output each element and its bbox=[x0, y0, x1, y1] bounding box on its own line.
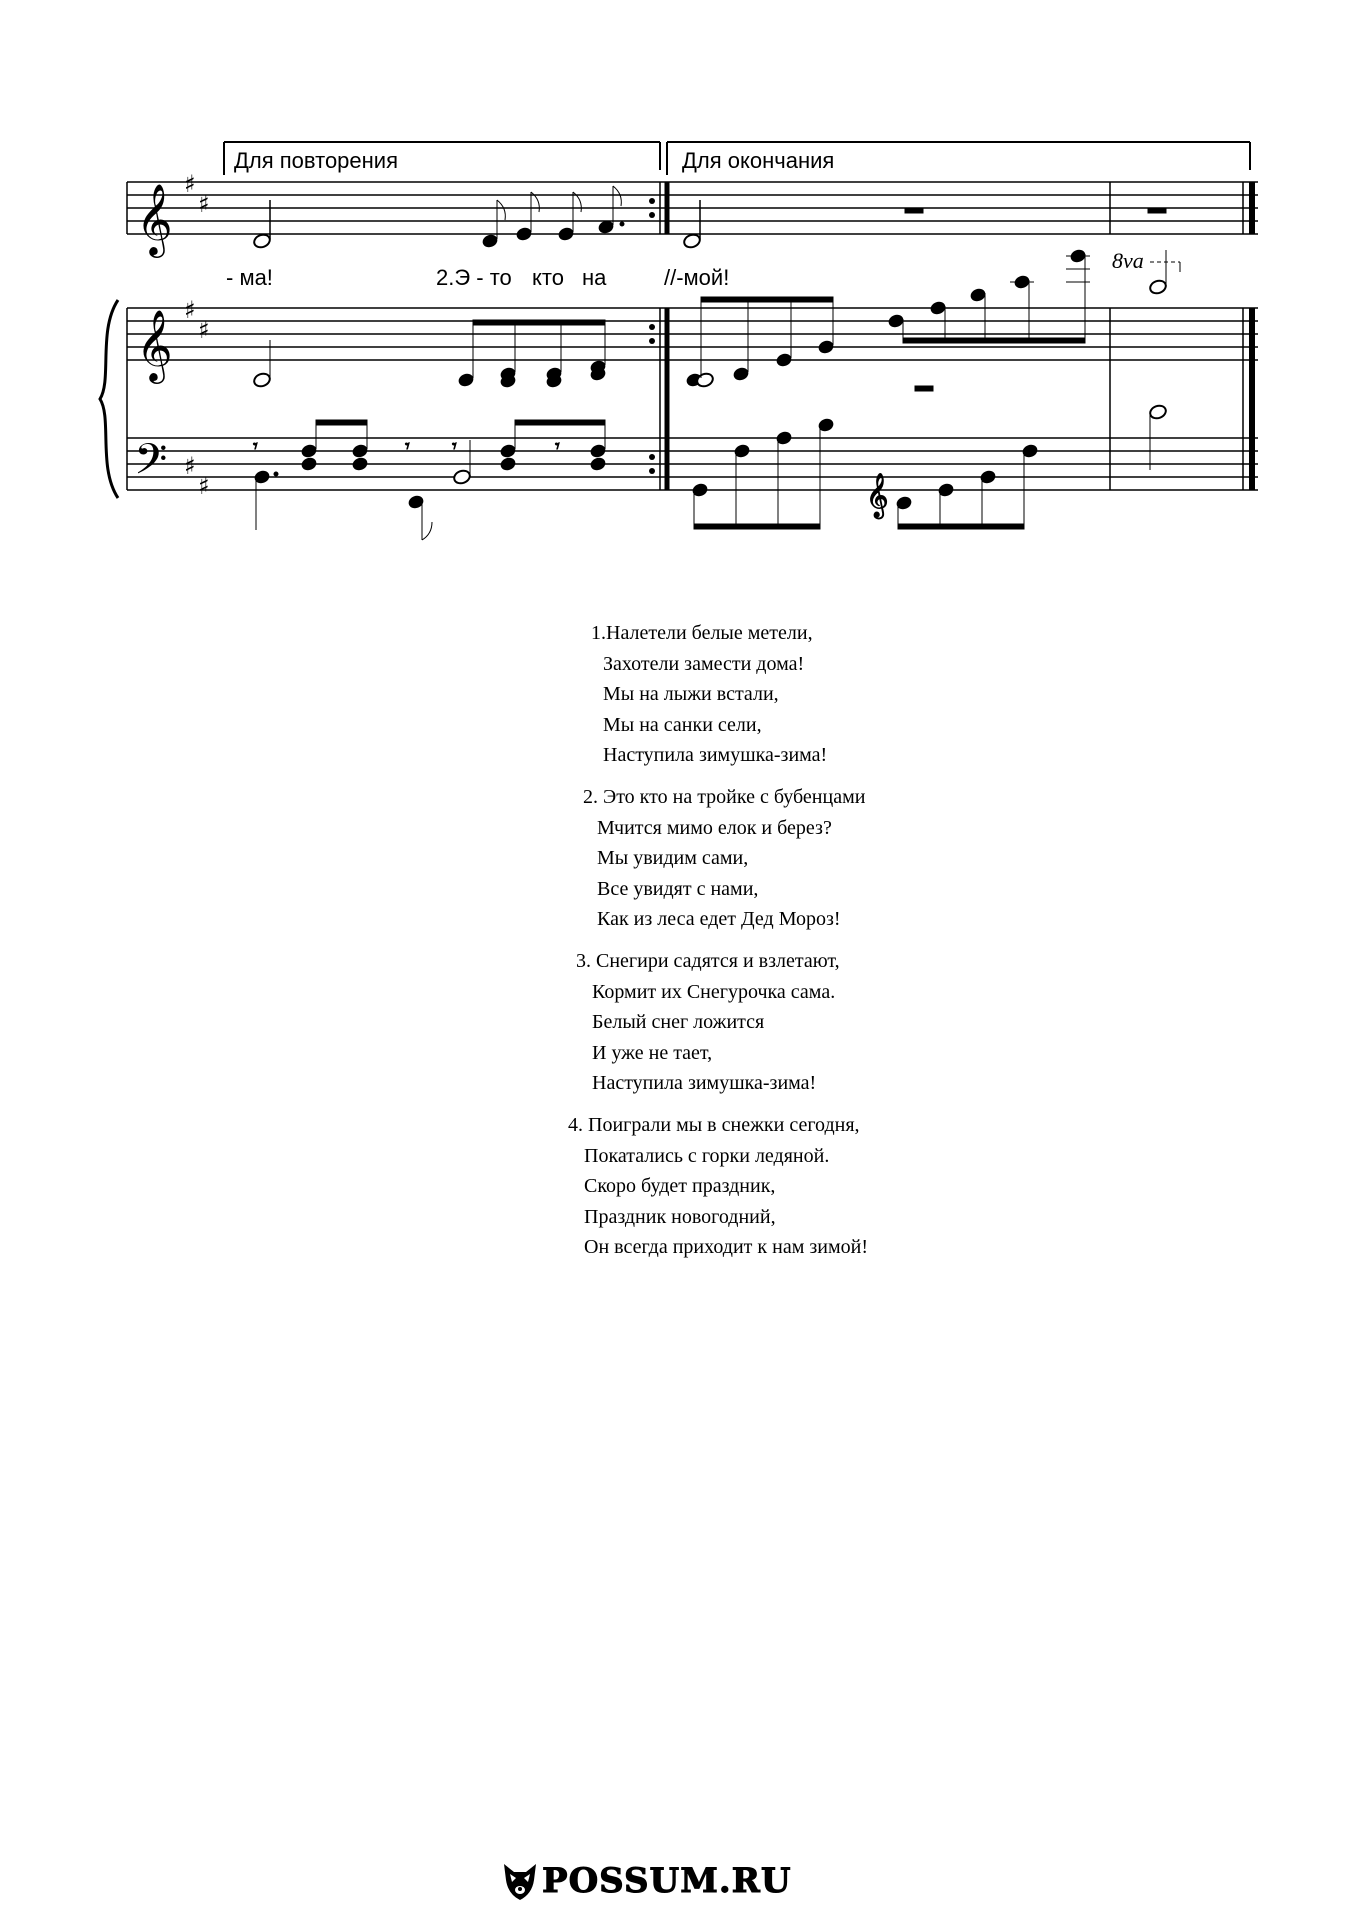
svg-text:♯: ♯ bbox=[198, 316, 210, 344]
verse-4 bbox=[568, 1110, 868, 1263]
verse-line: 3. Снегири садятся и взлетают, bbox=[576, 950, 840, 972]
svg-text:𝄾: 𝄾 bbox=[405, 436, 410, 457]
svg-text:♯: ♯ bbox=[198, 472, 210, 500]
verse-2 bbox=[583, 782, 865, 935]
lyric-syllable: 2.Э - то bbox=[436, 265, 512, 290]
piano-bass-staff bbox=[127, 438, 1258, 490]
verse-line: Мы увидим сами, bbox=[597, 847, 749, 869]
verse-line: Он всегда приходит к нам зимой! bbox=[584, 1236, 868, 1258]
piano-brace bbox=[100, 300, 118, 498]
svg-text:♯: ♯ bbox=[198, 190, 210, 218]
lyric-syllable: - ма! bbox=[226, 265, 273, 290]
repeat-barline bbox=[660, 182, 667, 490]
verse-1 bbox=[591, 618, 827, 771]
verse-line: И уже не тает, bbox=[592, 1041, 713, 1064]
verse-line: Наступила зимушка-зима! bbox=[592, 1072, 817, 1094]
voice-staff bbox=[127, 182, 1258, 234]
possum-logo-icon bbox=[498, 1860, 542, 1902]
piano-treble-staff bbox=[127, 308, 1258, 360]
lyric-syllable: //-мой! bbox=[664, 265, 730, 290]
final-barline bbox=[1243, 182, 1252, 490]
music-score bbox=[0, 0, 1357, 560]
verse-line: Белый снег ложится bbox=[592, 1011, 765, 1033]
treble-clef-icon: 𝄞 bbox=[136, 182, 173, 255]
svg-text:𝄾: 𝄾 bbox=[253, 436, 258, 457]
verse-line: Захотели замести дома! bbox=[603, 652, 805, 675]
verse-line: Все увидят с нами, bbox=[597, 877, 759, 900]
verse-line: Покатались с горки ледяной. bbox=[584, 1144, 830, 1167]
lyric-syllable: на bbox=[582, 265, 607, 290]
volta-1-label: Для повторения bbox=[234, 148, 399, 173]
verse-line: 2. Это кто на тройке с бубенцами bbox=[583, 786, 866, 808]
site-logo-text: POSSUM.RU bbox=[542, 1861, 792, 1901]
svg-text:♯: ♯ bbox=[184, 296, 196, 324]
volta-2-label: Для окончания bbox=[682, 148, 835, 173]
verse-line: 1.Налетели белые метели, bbox=[591, 622, 813, 644]
lyric-syllable: кто bbox=[532, 265, 564, 290]
svg-text:𝄞: 𝄞 bbox=[866, 473, 889, 517]
verse-line: Мчится мимо елок и берез? bbox=[597, 816, 832, 839]
verse-line: Наступила зимушка-зима! bbox=[603, 744, 828, 766]
treble-clef-icon: 𝄞 bbox=[136, 308, 173, 381]
verse-line: Мы на лыжи встали, bbox=[603, 683, 779, 705]
svg-text:𝄾: 𝄾 bbox=[555, 436, 560, 457]
site-logo bbox=[498, 1860, 792, 1902]
verse-line: 4. Поиграли мы в снежки сегодня, bbox=[568, 1114, 860, 1136]
svg-text:𝄾: 𝄾 bbox=[452, 436, 457, 457]
svg-text:♯: ♯ bbox=[184, 452, 196, 480]
verse-line: Скоро будет праздник, bbox=[584, 1175, 776, 1197]
bass-clef-icon: 𝄢 bbox=[134, 435, 168, 495]
verse-line: Мы на санки сели, bbox=[603, 713, 762, 736]
verse-line: Кормит их Снегурочка сама. bbox=[592, 980, 836, 1003]
svg-text:♯: ♯ bbox=[184, 170, 196, 198]
ottava-mark: 8va bbox=[1112, 248, 1144, 273]
verse-line: Как из леса едет Дед Мороз! bbox=[597, 908, 841, 930]
verse-3 bbox=[576, 946, 840, 1099]
verse-line: Праздник новогодний, bbox=[584, 1205, 776, 1228]
